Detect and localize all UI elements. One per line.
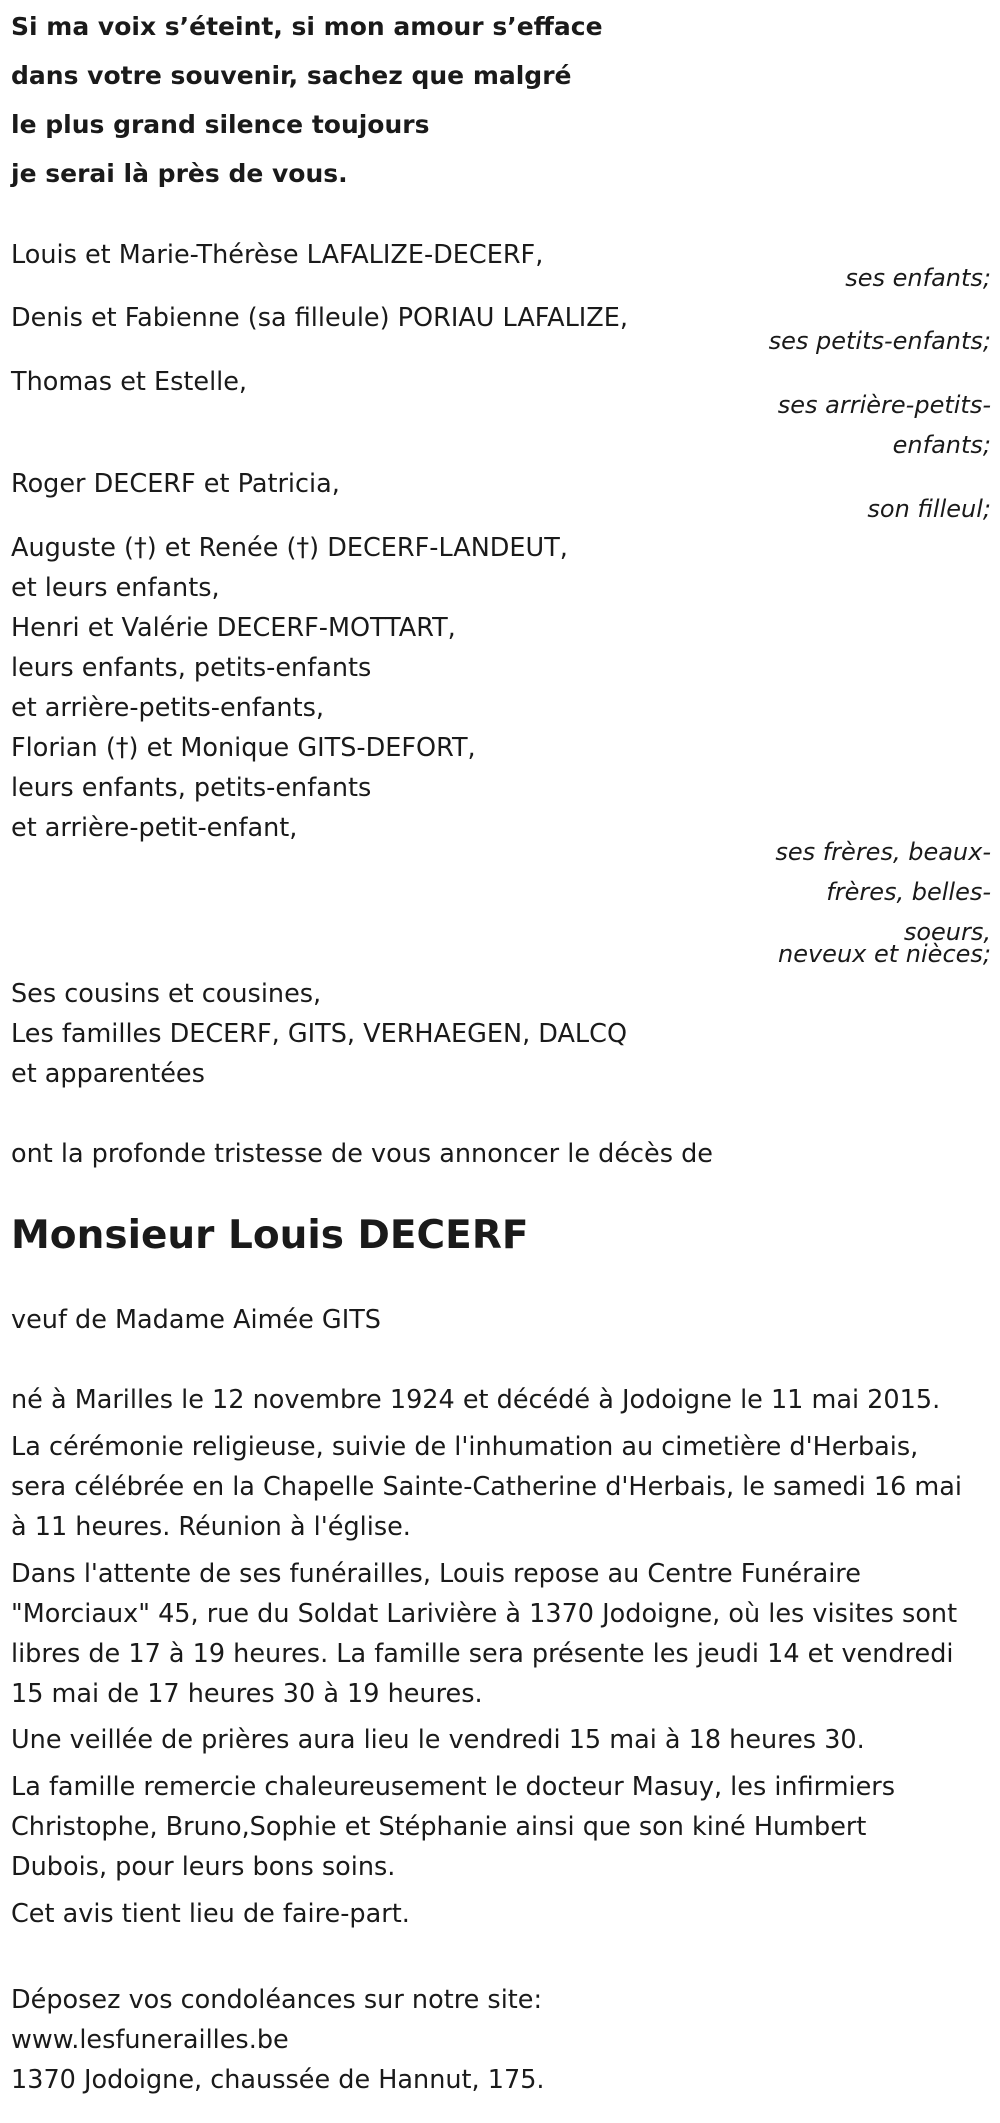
visits-line: 15 mai de 17 heures 30 à 19 heures. (11, 1679, 483, 1709)
ceremony-line: à 11 heures. Réunion à l'église. (11, 1512, 411, 1542)
visits-line: Dans l'attente de ses funérailles, Louis repose au Centre Funéraire (11, 1559, 861, 1589)
poem-line: dans votre souvenir, sachez que malgré (11, 61, 572, 90)
announcement: ont la profonde tristesse de vous annoncer le décès de (11, 1139, 713, 1169)
siblings-line: leurs enfants, petits-enfants (11, 773, 372, 803)
poem-line: je serai là près de vous. (11, 159, 348, 188)
greatgrandchildren-names: Thomas et Estelle, (11, 367, 248, 397)
ceremony-line: La cérémonie religieuse, suivie de l'inhumation au cimetière d'Herbais, (11, 1432, 919, 1462)
thanks-line: La famille remercie chaleureusement le docteur Masuy, les infirmiers (11, 1772, 896, 1802)
address: 1370 Jodoigne, chaussée de Hannut, 175. (11, 2065, 545, 2095)
siblings-role: soeurs, (903, 918, 991, 946)
vigil: Une veillée de prières aura lieu le vendredi 15 mai à 18 heures 30. (11, 1725, 865, 1755)
poem-line: Si ma voix s’éteint, si mon amour s’efface (11, 12, 603, 41)
visits-line: "Morciaux" 45, rue du Soldat Larivière à 1370 Jodoigne, où les visites sont (11, 1599, 958, 1629)
thanks-line: Christophe, Bruno,Sophie et Stéphanie ainsi que son kiné Humbert (11, 1812, 867, 1842)
others-line: Les familles DECERF, GITS, VERHAEGEN, DALCQ (11, 1019, 628, 1049)
poem-line: le plus grand silence toujours (11, 110, 430, 139)
siblings-role: frères, belles- (826, 878, 991, 906)
siblings-line: leurs enfants, petits-enfants (11, 653, 372, 683)
siblings-line: et arrière-petit-enfant, (11, 813, 298, 843)
greatgrandchildren-role: enfants; (892, 431, 991, 459)
thanks-line: Dubois, pour leurs bons soins. (11, 1852, 396, 1882)
greatgrandchildren-role: ses arrière-petits- (777, 391, 991, 419)
siblings-role: ses frères, beaux- (775, 838, 991, 866)
website-link[interactable]: www.lesfunerailles.be (11, 2025, 289, 2055)
condolences: Déposez vos condoléances sur notre site: (11, 1985, 543, 2015)
others-line: et apparentées (11, 1059, 205, 1089)
grandchildren-role: ses petits-enfants; (768, 327, 991, 355)
siblings-line: Henri et Valérie DECERF-MOTTART, (11, 613, 456, 643)
godson-role: son filleul; (867, 495, 991, 523)
ceremony-line: sera célébrée en la Chapelle Sainte-Catherine d'Herbais, le samedi 16 mai (11, 1472, 962, 1502)
grandchildren-names: Denis et Fabienne (sa filleule) PORIAU LAFALIZE, (11, 303, 628, 333)
siblings-line: Florian (†) et Monique GITS-DEFORT, (11, 733, 476, 763)
deceased-name: Monsieur Louis DECERF (11, 1213, 529, 1258)
others-line: Ses cousins et cousines, (11, 979, 322, 1009)
birth-death: né à Marilles le 12 novembre 1924 et décédé à Jodoigne le 11 mai 2015. (11, 1385, 941, 1415)
notice: Cet avis tient lieu de faire-part. (11, 1899, 410, 1929)
siblings-role: neveux et nièces; (778, 940, 991, 968)
siblings-line: et arrière-petits-enfants, (11, 693, 324, 723)
children-names: Louis et Marie-Thérèse LAFALIZE-DECERF, (11, 240, 544, 270)
siblings-line: Auguste (†) et Renée (†) DECERF-LANDEUT, (11, 533, 568, 563)
godson-names: Roger DECERF et Patricia, (11, 469, 340, 499)
siblings-line: et leurs enfants, (11, 573, 220, 603)
children-role: ses enfants; (845, 264, 991, 292)
visits-line: libres de 17 à 19 heures. La famille sera présente les jeudi 14 et vendredi (11, 1639, 954, 1669)
widower-of: veuf de Madame Aimée GITS (11, 1305, 381, 1335)
